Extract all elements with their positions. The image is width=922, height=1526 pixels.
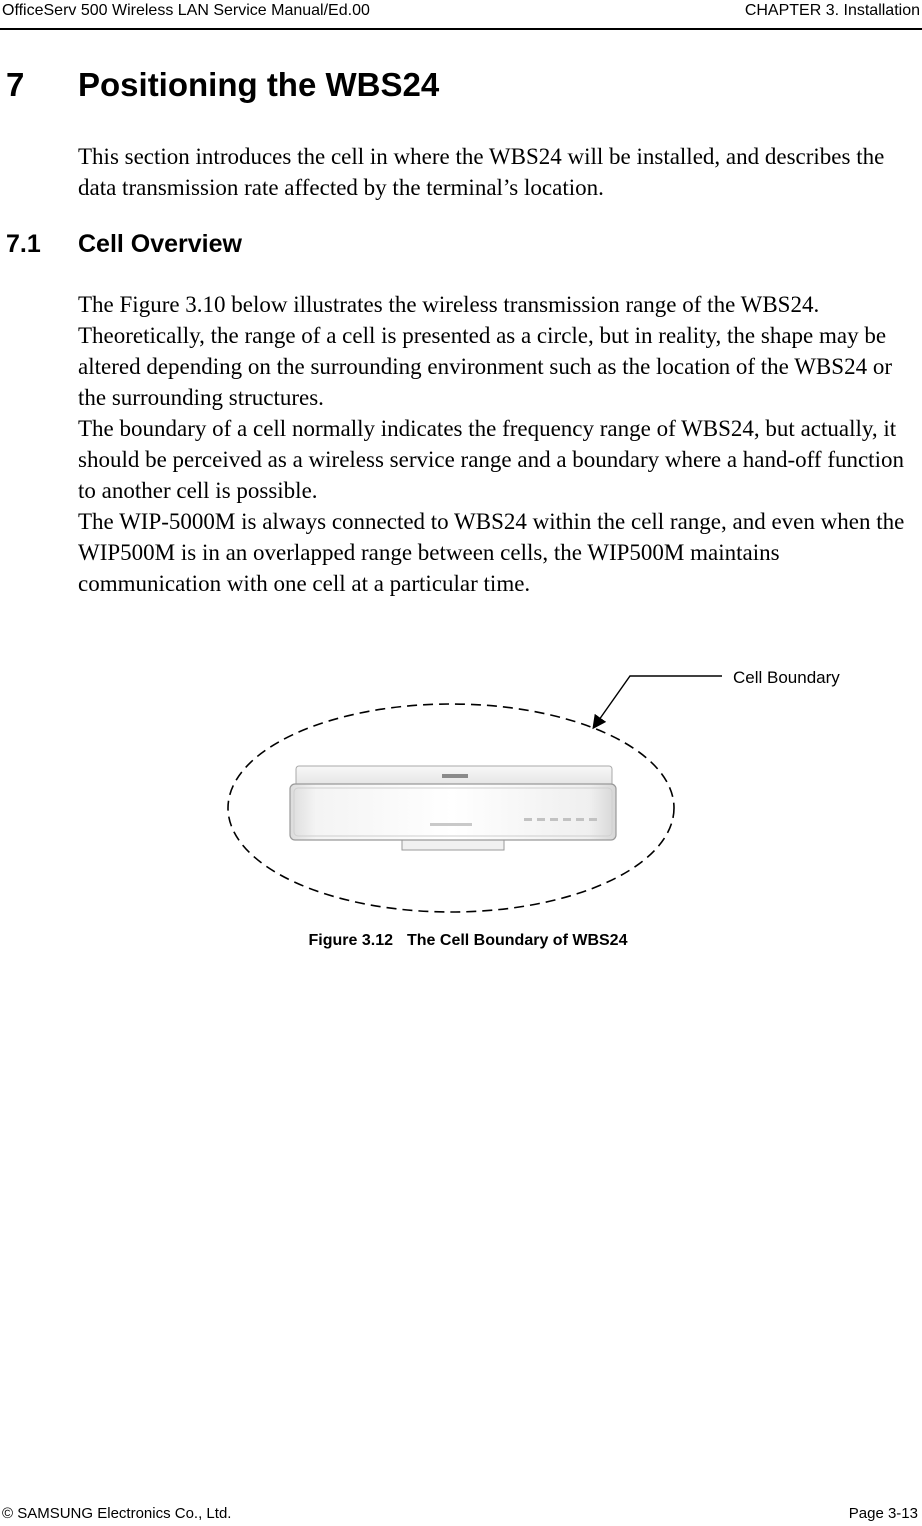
figure-number: Figure 3.12	[308, 932, 393, 949]
section-intro: This section introduces the cell in where the WBS24 will be installed, and describes the data transmission rate affected by the terminal’s location.	[78, 144, 885, 200]
header-manual-title: OfficeServ 500 Wireless LAN Service Manual/Ed.00	[2, 2, 370, 19]
section-title: Positioning the WBS24	[78, 66, 440, 103]
section-heading	[6, 66, 439, 104]
body-paragraph: The boundary of a cell normally indicates the frequency range of WBS24, but actually, it should be perceived as a wireless service range and a boundary where a hand-off function to another cell is possible.	[78, 416, 904, 503]
footer-page-number: Page 3-13	[848, 1505, 918, 1522]
subsection-number: 7.1	[6, 230, 41, 258]
body-paragraph: The WIP-5000M is always connected to WBS24 within the cell range, and even when the WIP500M is in an overlapped range between cells, the WIP500M maintains communication with one cell at a particular time.	[78, 509, 905, 596]
header-chapter: CHAPTER 3. Installation	[744, 2, 920, 19]
figure-caption	[0, 932, 922, 950]
section-number: 7	[6, 66, 25, 103]
cell-boundary-label: Cell Boundary	[733, 668, 840, 687]
page-header	[0, 0, 922, 30]
callout-leader-line	[594, 676, 722, 727]
subsection-heading	[6, 230, 242, 259]
wbs24-device-image	[290, 766, 616, 850]
subsection-body	[78, 289, 914, 599]
subsection-title: Cell Overview	[78, 230, 242, 258]
figure-title: The Cell Boundary of WBS24	[407, 932, 628, 949]
footer-copyright: © SAMSUNG Electronics Co., Ltd.	[2, 1505, 232, 1522]
cell-boundary-figure	[0, 650, 922, 930]
body-paragraph: The Figure 3.10 below illustrates the wireless transmission range of the WBS24. Theoretically, the range of a cell is presented as a circle, but in reality, the shape may be altered depending on the surrounding environment such as the location of the WBS24 or the surrounding structures.	[78, 292, 892, 410]
